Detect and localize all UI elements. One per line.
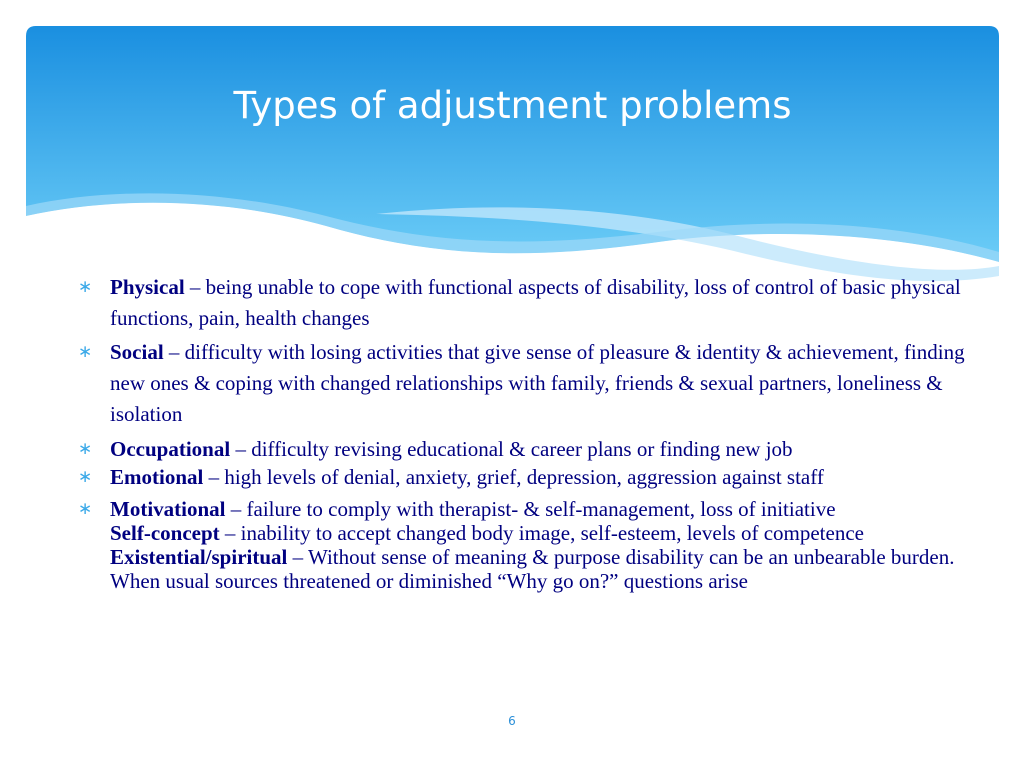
list-item	[78, 434, 978, 465]
header-banner	[26, 26, 999, 286]
subitem-description: – inability to accept changed body image, self-esteem, levels of competence	[219, 521, 864, 545]
item-term: Emotional	[110, 465, 204, 489]
item-term: Social	[110, 340, 164, 364]
item-description: – difficulty revising educational & career plans or finding new job	[230, 437, 793, 461]
bullet-list	[78, 272, 978, 593]
item-description: – failure to comply with therapist- & self-management, loss of initiative	[225, 497, 836, 521]
slide-title: Types of adjustment problems	[233, 84, 792, 127]
list-item	[78, 497, 978, 593]
subitem-term: Self-concept	[110, 521, 220, 545]
bullet-icon: ∗	[78, 467, 93, 486]
item-description: – being unable to cope with functional aspects of disability, loss of control of basic physical functions, pain, health changes	[110, 275, 961, 330]
page-number: 6	[508, 714, 516, 728]
bullet-icon: ∗	[78, 499, 93, 518]
bullet-icon: ∗	[78, 439, 93, 458]
list-item	[78, 337, 978, 430]
subitem-description: – Without sense of meaning & purpose disability can be an unbearable burden. When usual sources threatened or diminished “Why go on?” questions arise	[110, 545, 955, 593]
item-description: – difficulty with losing activities that give sense of pleasure & identity & achievement, finding new ones & coping with changed relationships with family, friends & sexual partners, loneliness & isolation	[110, 340, 965, 426]
subitem-term: Existential/spiritual	[110, 545, 288, 569]
item-term: Occupational	[110, 437, 231, 461]
header-wave-graphic	[26, 26, 999, 286]
item-description: – high levels of denial, anxiety, grief, depression, aggression against staff	[203, 465, 824, 489]
item-term: Physical	[110, 275, 185, 299]
list-item	[78, 465, 978, 489]
bullet-icon: ∗	[78, 342, 93, 361]
item-term: Motivational	[110, 497, 226, 521]
bullet-icon: ∗	[78, 277, 93, 296]
list-item	[78, 272, 978, 334]
